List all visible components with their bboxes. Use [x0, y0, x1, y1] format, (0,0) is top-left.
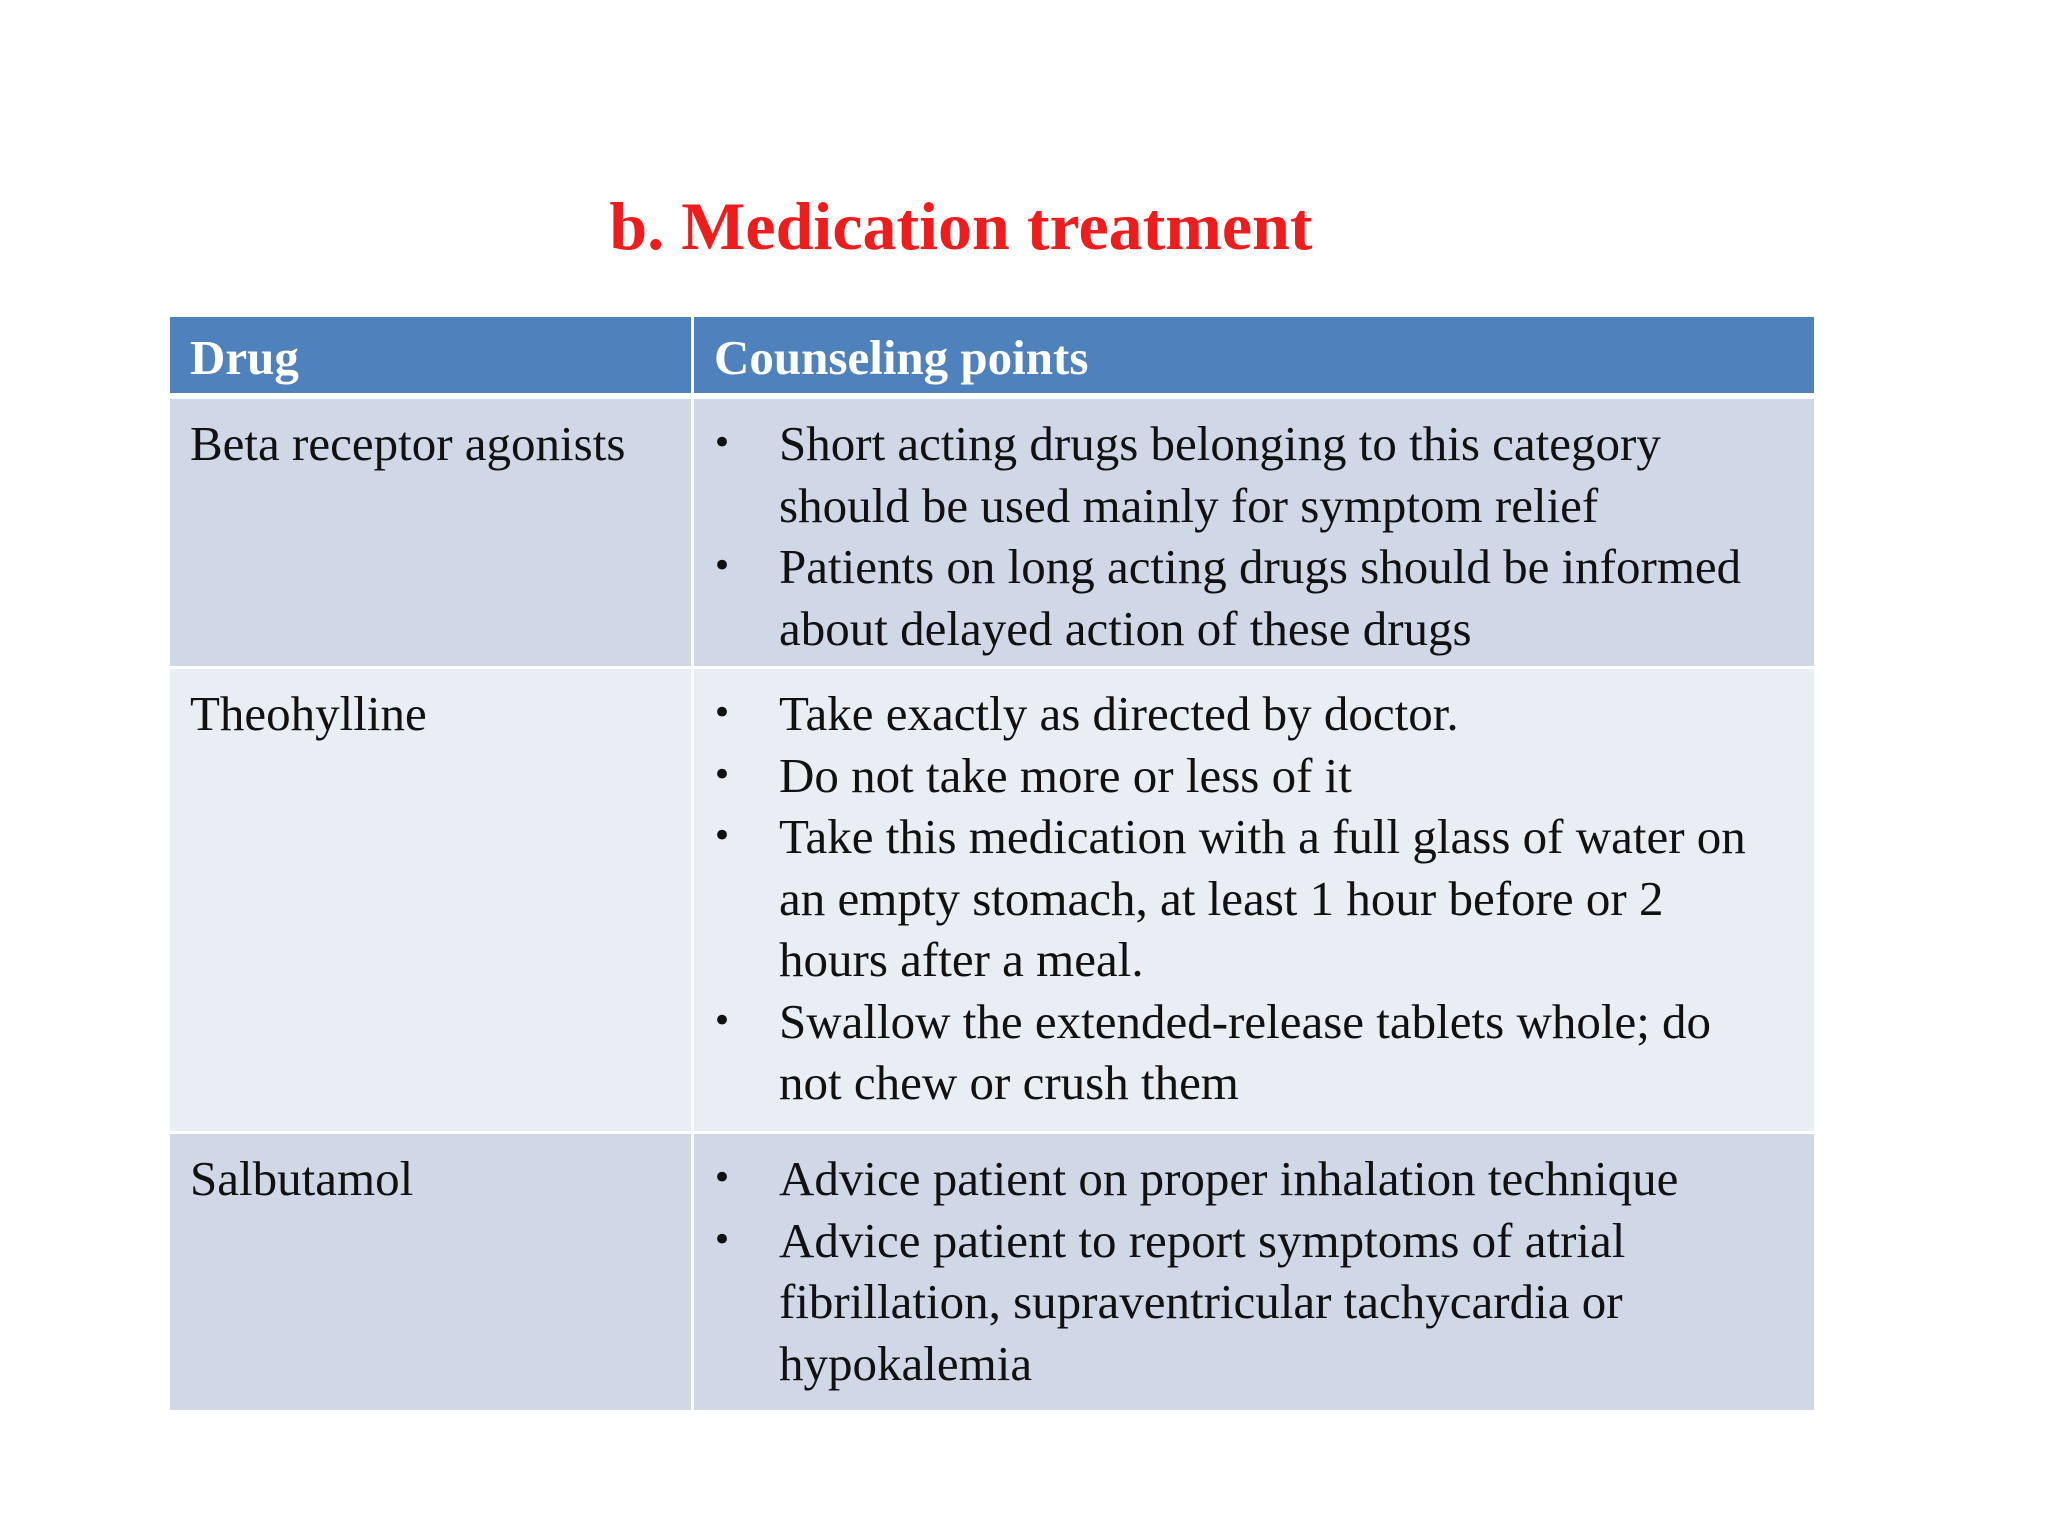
bullet-icon: • — [712, 1000, 733, 1041]
bullet-icon: • — [712, 423, 733, 463]
list-item — [694, 991, 1794, 1114]
list-item — [694, 806, 1794, 991]
point-text: Do not take more or less of it — [779, 747, 1352, 803]
drug-cell-beta-agonists: Beta receptor agonists — [170, 399, 691, 669]
bullet-icon: • — [712, 816, 733, 856]
points-cell-theohylline — [691, 669, 1814, 1134]
point-text: Short acting drugs belonging to this category should be used mainly for symptom relief — [779, 416, 1661, 533]
list-item — [694, 536, 1794, 659]
bullet-icon: • — [712, 693, 733, 733]
points-cell-beta-agonists — [691, 399, 1814, 669]
bullet-icon: • — [712, 546, 733, 586]
slide-title: b. Medication treatment — [609, 188, 1313, 264]
list-item — [694, 413, 1794, 536]
list-item — [694, 1210, 1794, 1395]
list-item — [694, 683, 1794, 745]
list-item — [694, 745, 1794, 807]
point-text: Take this medication with a full glass of water on an empty stomach, at least 1 hour before or 2 hours after a meal. — [779, 809, 1746, 987]
point-text: Advice patient on proper inhalation technique — [779, 1151, 1679, 1206]
counseling-table — [170, 317, 1814, 1413]
point-text: Patients on long acting drugs should be informed about delayed action of these drugs — [779, 539, 1742, 656]
drug-cell-salbutamol: Salbutamol — [170, 1134, 691, 1413]
point-text: Swallow the extended-release tablets whole; do not chew or crush them — [779, 993, 1712, 1110]
header-counseling-points: Counseling points — [691, 317, 1814, 399]
points-list — [694, 413, 1794, 659]
points-cell-salbutamol — [691, 1134, 1814, 1413]
list-item — [694, 1148, 1794, 1210]
point-text: Advice patient to report symptoms of atrial fibrillation, supraventricular tachycardia or hypokalemia — [779, 1212, 1626, 1391]
points-list — [694, 683, 1794, 1114]
drug-cell-theohylline: Theohylline — [170, 669, 691, 1134]
header-drug: Drug — [170, 317, 691, 399]
bullet-icon: • — [712, 1219, 733, 1260]
bullet-icon: • — [712, 1158, 733, 1198]
points-list — [694, 1148, 1794, 1394]
point-text: Take exactly as directed by doctor. — [779, 686, 1459, 741]
bullet-icon: • — [712, 754, 733, 795]
